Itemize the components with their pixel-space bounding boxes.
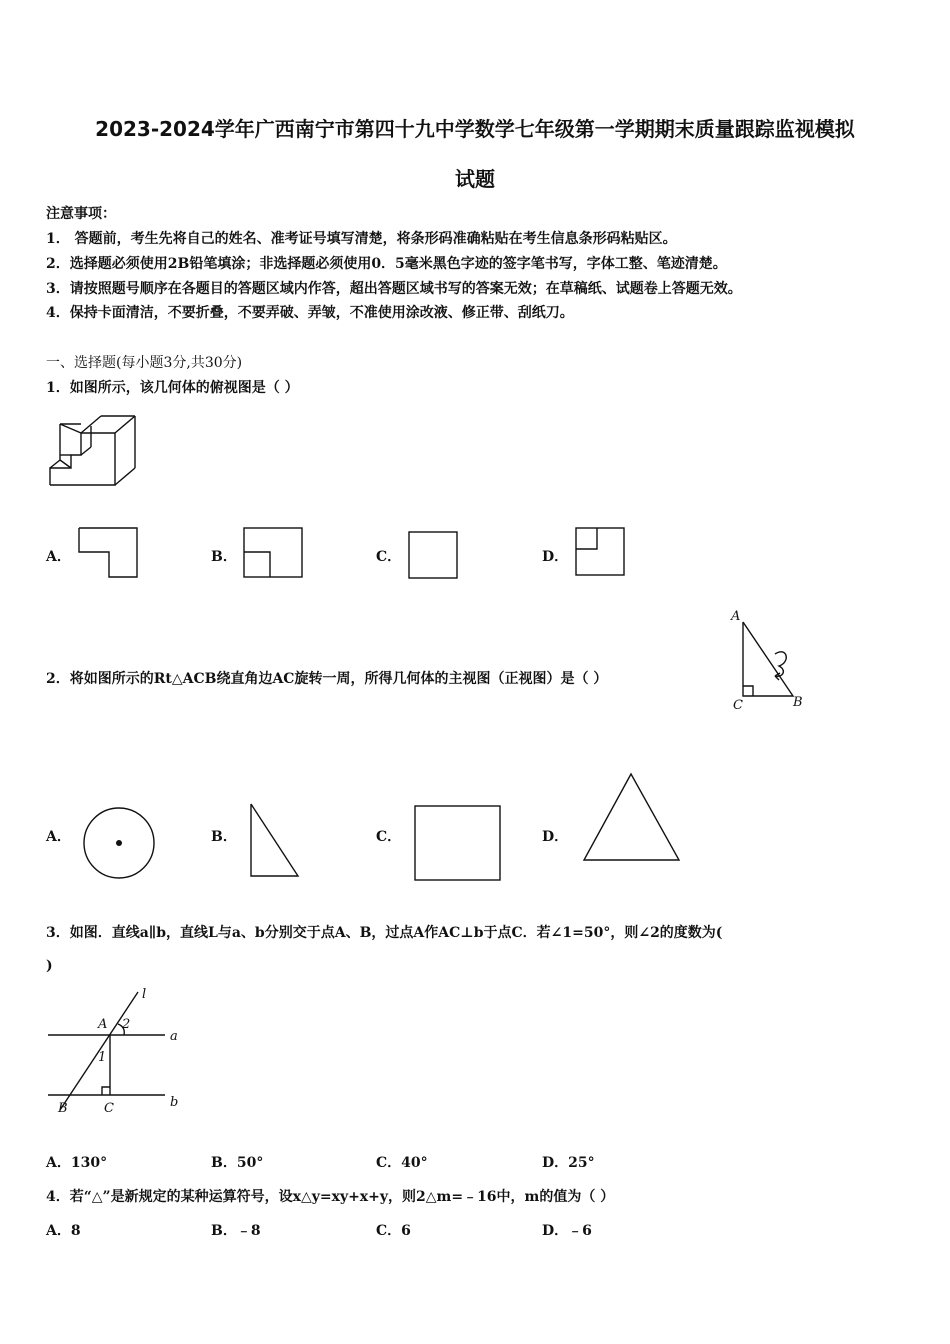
q3-label-point-a: A xyxy=(98,1017,108,1032)
question-3-stem-line1: 3．如图．直线a∥b，直线L与a、b分别交于点A、B，过点A作AC⊥b于点C．若∠1=50°，则∠2的度数为( xyxy=(46,925,723,941)
q2-option-d[interactable]: D． xyxy=(542,829,569,845)
q3-label-angle-1: 1 xyxy=(98,1050,107,1065)
q2-option-a-figure[interactable] xyxy=(82,806,158,882)
q4-option-c[interactable]: C．6 xyxy=(376,1223,411,1239)
q2-label-c: C xyxy=(733,698,743,713)
q2-option-b[interactable]: B． xyxy=(211,829,237,845)
notice-item-3: 3．请按照题号顺序在各题目的答题区域内作答，超出答题区域书写的答案无效；在草稿纸、试题卷上答题无效。 xyxy=(46,281,742,297)
q3-label-l: l xyxy=(142,987,147,1002)
notice-item-2: 2．选择题必须使用2B铅笔填涂；非选择题必须使用0．5毫米黑色字迹的签字笔书写，字体工整、笔迹清楚。 xyxy=(46,256,727,272)
section-heading: 一、选择题(每小题3分,共30分) xyxy=(46,355,243,371)
question-1-stem: 1．如图所示，该几何体的俯视图是（ ） xyxy=(46,380,299,396)
notice-heading: 注意事项： xyxy=(46,206,116,222)
q4-option-a[interactable]: A．8 xyxy=(46,1223,81,1239)
q3-label-angle-2: 2 xyxy=(122,1017,131,1032)
q2-option-d-figure[interactable] xyxy=(582,772,684,864)
q3-option-a[interactable]: A．130° xyxy=(46,1155,108,1171)
q3-option-d[interactable]: D．25° xyxy=(542,1155,595,1171)
notice-item-4: 4．保持卡面清洁，不要折叠，不要弄破、弄皱，不准使用涂改液、修正带、刮纸刀。 xyxy=(46,305,574,321)
q3-option-c[interactable]: C．40° xyxy=(376,1155,428,1171)
q3-option-b[interactable]: B．50° xyxy=(211,1155,264,1171)
q3-parallel-lines-figure xyxy=(40,984,190,1119)
q2-label-b: B xyxy=(793,695,803,710)
question-2-stem: 2．将如图所示的Rt△ACB绕直角边AC旋转一周，所得几何体的主视图（正视图）是（ ） xyxy=(46,671,608,687)
q2-label-a: A xyxy=(731,609,741,624)
page-title: 2023-2024学年广西南宁市第四十九中学数学七年级第一学期期末质量跟踪监视模拟 xyxy=(95,117,855,141)
q2-option-b-figure[interactable] xyxy=(248,802,302,879)
question-4-stem: 4．若“△”是新规定的某种运算符号，设x△y=xy+x+y，则2△m=﹣16中，m的值为（ ） xyxy=(46,1189,615,1205)
q1-option-b-figure[interactable] xyxy=(243,527,305,579)
q2-right-triangle-figure xyxy=(725,604,810,714)
notice-item-1: 1． 答题前，考生先将自己的姓名、准考证号填写清楚，将条形码准确粘贴在考生信息条形码粘贴区。 xyxy=(46,231,677,247)
q4-option-b[interactable]: B．﹣8 xyxy=(211,1223,261,1239)
q3-label-point-b: B xyxy=(58,1101,68,1116)
q1-option-a[interactable]: A． xyxy=(46,549,71,565)
q3-label-line-a: a xyxy=(170,1029,178,1044)
q2-option-c[interactable]: C． xyxy=(376,829,402,845)
page-title-continued: 试题 xyxy=(455,167,495,191)
q1-option-c-figure[interactable] xyxy=(408,531,460,581)
q2-option-c-figure[interactable] xyxy=(413,805,503,883)
q1-option-d[interactable]: D． xyxy=(542,549,569,565)
q1-solid-figure xyxy=(46,412,141,492)
q1-option-d-figure[interactable] xyxy=(575,527,627,577)
q1-option-a-figure[interactable] xyxy=(78,527,140,579)
question-3-stem-line2: ) xyxy=(46,958,53,974)
q2-option-a[interactable]: A． xyxy=(46,829,71,845)
q3-label-point-c: C xyxy=(104,1101,114,1116)
q1-option-b[interactable]: B． xyxy=(211,549,237,565)
q1-option-c[interactable]: C． xyxy=(376,549,402,565)
q3-label-line-b: b xyxy=(170,1095,179,1110)
q4-option-d[interactable]: D．﹣6 xyxy=(542,1223,592,1239)
